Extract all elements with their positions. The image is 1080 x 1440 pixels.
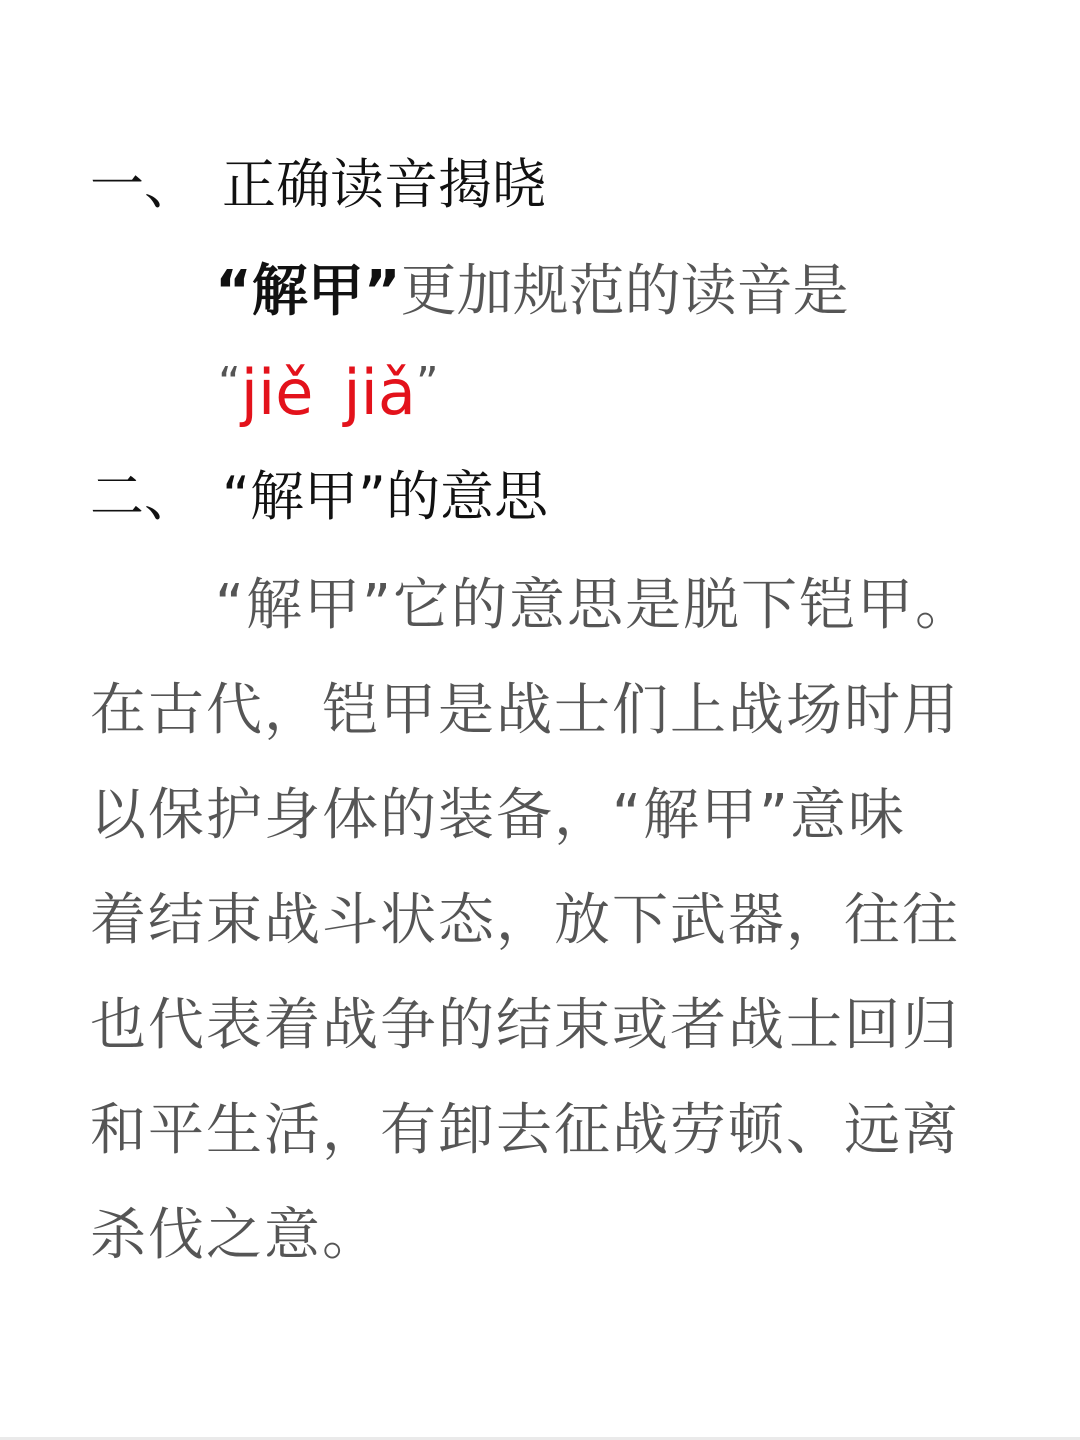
pinyin-word-1: jiě xyxy=(240,356,314,429)
paragraph-line: 着结束战斗状态，放下武器，往往 xyxy=(90,888,960,953)
paragraph-line: 杀伐之意。 xyxy=(90,1203,380,1268)
section-1-number: 一、 xyxy=(90,153,198,216)
reading-statement-text: 更加规范的读音是 xyxy=(400,259,849,324)
paragraph-line: “解甲”它的意思是脱下铠甲。 xyxy=(215,573,974,638)
pinyin-reading xyxy=(218,356,439,429)
section-2-number: 二、 xyxy=(90,465,198,528)
paragraph-line: 也代表着战争的结束或者战士回归 xyxy=(90,993,960,1058)
pinyin-close-quote: ” xyxy=(415,358,439,409)
pinyin-word-2: jiǎ xyxy=(343,356,416,429)
paragraph-line: 在古代，铠甲是战士们上战场时用 xyxy=(90,678,960,743)
section-1-heading xyxy=(90,153,546,216)
section-2-heading xyxy=(90,465,548,528)
paragraph-line: 以保护身体的装备，“解甲”意味 xyxy=(90,783,907,848)
paragraph-line: 和平生活，有卸去征战劳顿、远离 xyxy=(90,1098,960,1163)
section-2-title: “解甲”的意思 xyxy=(222,465,548,528)
reading-statement xyxy=(215,259,849,324)
section-1-title: 正确读音揭晓 xyxy=(222,153,546,216)
term-quoted: “解甲” xyxy=(215,259,401,324)
pinyin-open-quote: “ xyxy=(218,358,241,409)
